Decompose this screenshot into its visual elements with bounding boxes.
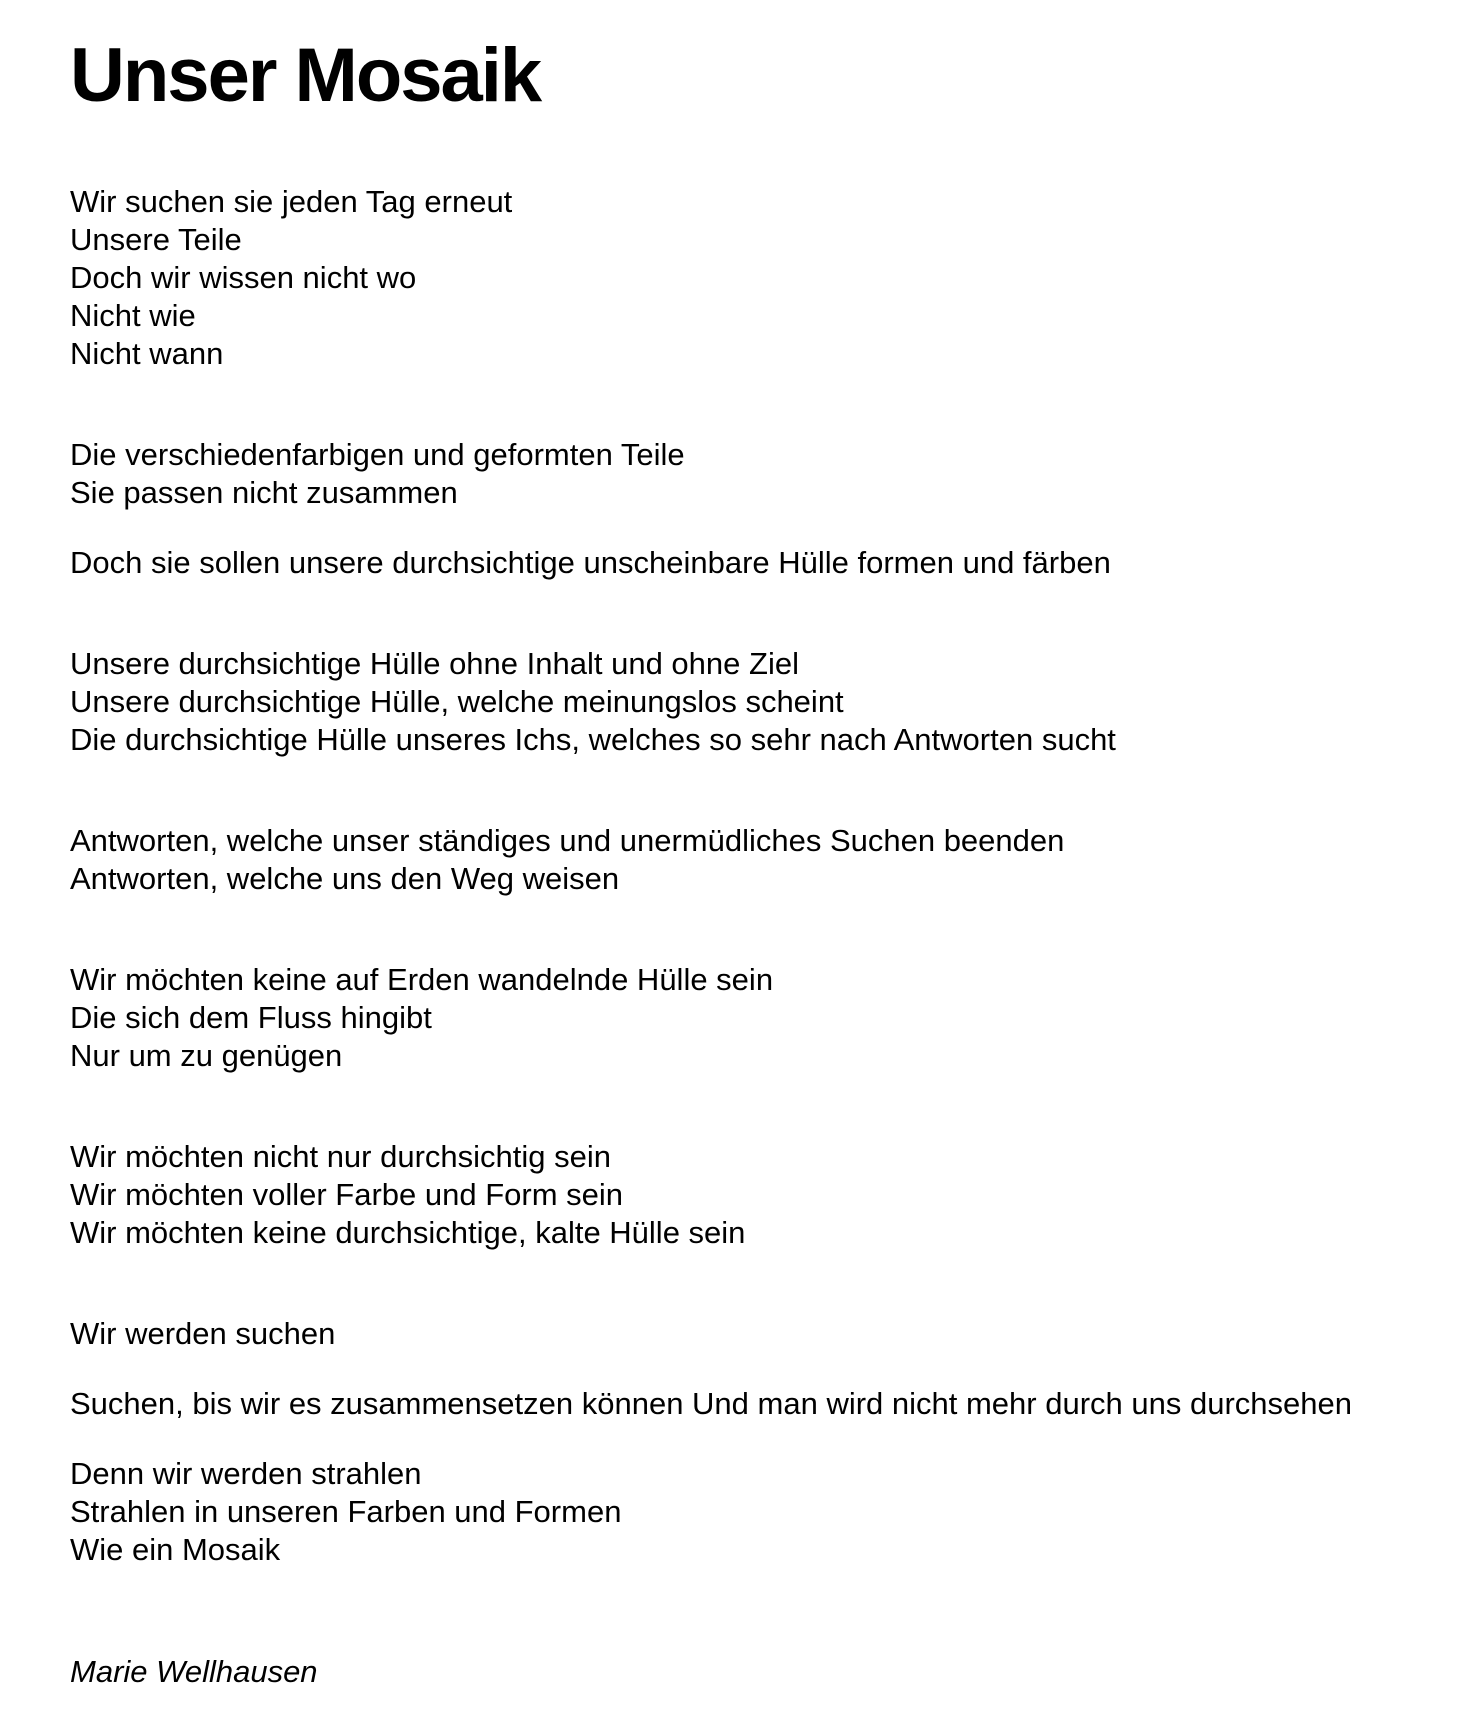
poem-line: Wir werden suchen (70, 1316, 336, 1352)
poem-line: Unsere Teile (70, 222, 242, 258)
poem-line: Wir möchten nicht nur durchsichtig sein (70, 1139, 612, 1175)
stanza-1 (70, 183, 1400, 373)
poem-line: Antworten, welche uns den Weg weisen (70, 861, 620, 897)
poem-line: Die sich dem Fluss hingibt (70, 1000, 432, 1036)
poem-line: Wir möchten voller Farbe und Form sein (70, 1177, 624, 1213)
poem-line: Sie passen nicht zusammen (70, 475, 458, 511)
poem-line: Nur um zu genügen (70, 1038, 343, 1074)
stanza-2 (70, 436, 1400, 512)
poem-title: Unser Mosaik (70, 33, 541, 118)
stanza-3 (70, 544, 1400, 582)
poem-line: Wie ein Mosaik (70, 1532, 281, 1568)
poem-line: Unsere durchsichtige Hülle, welche meinungslos scheint (70, 684, 844, 720)
poem-line: Strahlen in unseren Farben und Formen (70, 1494, 622, 1530)
poem-author: Marie Wellhausen (70, 1654, 318, 1690)
stanza-9 (70, 1385, 1400, 1423)
stanza-10 (70, 1455, 1400, 1569)
poem-line: Die durchsichtige Hülle unseres Ichs, welches so sehr nach Antworten sucht (70, 722, 1116, 758)
poem-line: Nicht wie (70, 298, 196, 334)
poem-line: Wir möchten keine durchsichtige, kalte Hülle sein (70, 1215, 746, 1251)
stanza-8 (70, 1315, 1400, 1353)
poem-line: Wir suchen sie jeden Tag erneut (70, 184, 513, 220)
poem-line: Doch wir wissen nicht wo (70, 260, 417, 296)
stanza-4 (70, 645, 1400, 759)
poem-line: Denn wir werden strahlen (70, 1456, 422, 1492)
stanza-5 (70, 822, 1400, 898)
poem-line: Suchen, bis wir es zusammensetzen können Und man wird nicht mehr durch uns durchsehen (70, 1386, 1352, 1422)
poem-line: Doch sie sollen unsere durchsichtige unscheinbare Hülle formen und färben (70, 545, 1111, 581)
poem-line: Die verschiedenfarbigen und geformten Teile (70, 437, 685, 473)
poem-line: Antworten, welche unser ständiges und unermüdliches Suchen beenden (70, 823, 1065, 859)
poem-line: Nicht wann (70, 336, 224, 372)
stanza-6 (70, 961, 1400, 1075)
stanza-7 (70, 1138, 1400, 1252)
poem-line: Wir möchten keine auf Erden wandelnde Hülle sein (70, 962, 774, 998)
poem-line: Unsere durchsichtige Hülle ohne Inhalt und ohne Ziel (70, 646, 799, 682)
